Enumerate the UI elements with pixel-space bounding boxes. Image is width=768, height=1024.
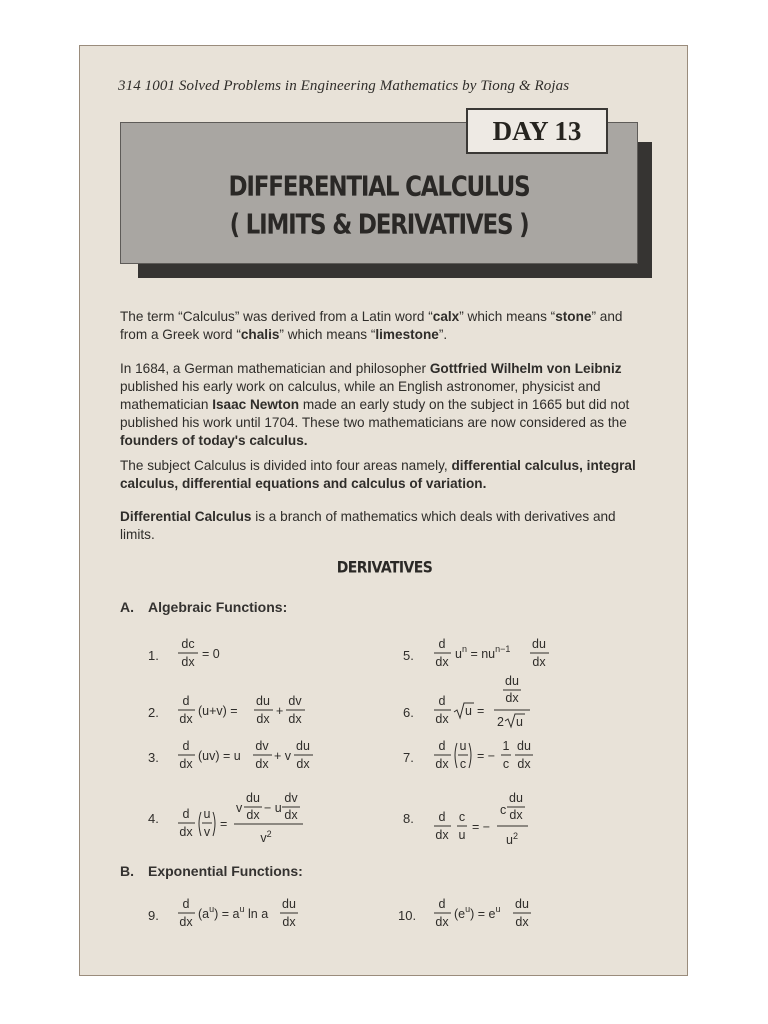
svg-text:c: c xyxy=(502,757,510,771)
svg-text:dx: dx xyxy=(505,691,519,705)
formula-9 xyxy=(176,892,326,947)
svg-text:=: = xyxy=(477,704,485,718)
svg-text:u: u xyxy=(458,828,466,842)
svg-text:− u: − u xyxy=(264,801,282,815)
formula-number-7: 7. xyxy=(403,750,414,765)
svg-text:dx: dx xyxy=(435,915,449,929)
svg-text:dx: dx xyxy=(435,712,449,726)
svg-text:dx: dx xyxy=(246,808,260,822)
formula-number-1: 1. xyxy=(148,648,159,663)
svg-text:dx: dx xyxy=(435,828,449,842)
svg-text:d: d xyxy=(438,810,446,824)
svg-text:du: du xyxy=(246,791,260,805)
svg-text:v: v xyxy=(203,825,211,839)
formula-number-6: 6. xyxy=(403,705,414,720)
svg-text:= −: = − xyxy=(477,749,496,763)
formula-10 xyxy=(432,892,572,947)
formula-3 xyxy=(176,734,326,789)
svg-text:2: 2 xyxy=(497,715,504,729)
svg-text:=: = xyxy=(220,817,228,831)
svg-text:dx: dx xyxy=(179,915,193,929)
day-label: DAY 13 xyxy=(466,108,608,154)
svg-text:d: d xyxy=(182,807,190,821)
svg-text:dx: dx xyxy=(515,915,529,929)
svg-text:dc: dc xyxy=(181,637,195,651)
formula-8 xyxy=(432,784,572,859)
svg-text:du: du xyxy=(505,674,519,688)
svg-text:d: d xyxy=(438,739,446,753)
svg-text:d: d xyxy=(438,637,446,651)
paragraph-areas: The subject Calculus is divided into four areas namely, differential calculus, integral calculus, differential equations and calculus of variation. xyxy=(120,458,636,491)
formula-number-10: 10. xyxy=(398,908,417,923)
svg-text:d: d xyxy=(438,897,446,911)
svg-text:+: + xyxy=(276,704,284,718)
svg-text:(uv) = u: (uv) = u xyxy=(198,749,241,763)
svg-text:d: d xyxy=(182,739,190,753)
svg-text:du: du xyxy=(532,637,546,651)
svg-text:u: u xyxy=(465,704,472,718)
svg-text:v2: $v^2$ xyxy=(260,829,272,845)
svg-text:d: d xyxy=(182,694,190,708)
formula-number-2: 2. xyxy=(148,705,159,720)
book-page xyxy=(79,45,688,976)
svg-text:un = nun−1: $u^n = nu^{n-1}$ xyxy=(455,644,511,661)
svg-text:+ v: + v xyxy=(274,749,292,763)
formula-number-3: 3. xyxy=(148,750,159,765)
svg-text:dx: dx xyxy=(179,712,193,726)
svg-text:dx: dx xyxy=(179,825,193,839)
svg-text:dx: dx xyxy=(181,655,195,669)
formula-number-9: 9. xyxy=(148,908,159,923)
svg-text:du: du xyxy=(515,897,529,911)
svg-text:u: u xyxy=(516,715,523,729)
svg-text:dx: dx xyxy=(179,757,193,771)
svg-text:= 0: = 0 xyxy=(202,647,220,661)
svg-text:du: du xyxy=(256,694,270,708)
svg-text:dx: dx xyxy=(509,808,523,822)
section-exponential-functions: B. Exponential Functions: xyxy=(120,863,303,879)
svg-text:dx: dx xyxy=(532,655,546,669)
running-head: 314 1001 Solved Problems in Engineering Mathematics by Tiong & Rojas xyxy=(118,78,570,94)
svg-text:= −: = − xyxy=(472,820,491,834)
formula-4 xyxy=(176,784,326,859)
svg-text:du: du xyxy=(509,791,523,805)
svg-text:u2: $u^2$ xyxy=(506,831,518,847)
svg-text:(u+v) =: (u+v) = xyxy=(198,704,238,718)
svg-text:dx: dx xyxy=(282,915,296,929)
paragraph-history: In 1684, a German mathematician and philosopher Gottfried Wilhelm von Leibniz published his early work on calculus, while an English astronomer, physicist and mathematician Isaac Newton made an early study on the subject in 1665 but did not published his work until 1704. These two mathematicians are now considered as the founders of today's calculus. xyxy=(120,361,630,448)
formula-7 xyxy=(432,734,572,789)
svg-text:1: 1 xyxy=(502,739,510,753)
formula-1 xyxy=(176,632,256,687)
svg-text:du: du xyxy=(296,739,310,753)
formula-number-8: 8. xyxy=(403,811,414,826)
svg-text:dx: dx xyxy=(284,808,298,822)
svg-text:v: v xyxy=(236,801,243,815)
formula-6 xyxy=(432,674,572,743)
section-algebraic-functions: A. Algebraic Functions: xyxy=(120,599,288,615)
svg-text:c: c xyxy=(500,803,507,817)
svg-text:dx: dx xyxy=(517,757,531,771)
svg-text:dx: dx xyxy=(435,655,449,669)
formula-number-5: 5. xyxy=(403,648,414,663)
formula-number-4: 4. xyxy=(148,811,159,826)
svg-text:dx: dx xyxy=(288,712,302,726)
svg-text:d: d xyxy=(182,897,190,911)
svg-text:dx: dx xyxy=(255,757,269,771)
svg-text:c: c xyxy=(459,757,467,771)
svg-text:(eu) = eu: $(e^u) = e^u$ xyxy=(454,904,501,921)
svg-text:dx: dx xyxy=(256,712,270,726)
svg-text:dx: dx xyxy=(435,757,449,771)
svg-text:(au) = au ln a: $(a^u) = a^u$ ln a xyxy=(198,904,269,921)
chapter-title-line-2: ( LIMITS & DERIVATIVES ) xyxy=(229,209,529,241)
svg-text:u: u xyxy=(459,739,467,753)
svg-text:du: du xyxy=(282,897,296,911)
svg-text:c: c xyxy=(458,810,466,824)
svg-text:dx: dx xyxy=(296,757,310,771)
chapter-title-line-1: DIFFERENTIAL CALCULUS xyxy=(228,171,530,203)
svg-text:u: u xyxy=(203,807,211,821)
svg-text:du: du xyxy=(517,739,531,753)
derivatives-heading: DERIVATIVES xyxy=(336,558,433,578)
paragraph-etymology: The term “Calculus” was derived from a Latin word “calx” which means “stone” and from a Greek word “chalis” which means “limestone”. xyxy=(120,309,623,342)
svg-text:dv: dv xyxy=(288,694,302,708)
svg-text:dv: dv xyxy=(255,739,269,753)
paragraph-definition: Differential Calculus is a branch of mathematics which deals with derivatives and limits. xyxy=(120,509,616,542)
svg-text:d: d xyxy=(438,694,446,708)
svg-text:dv: dv xyxy=(284,791,298,805)
